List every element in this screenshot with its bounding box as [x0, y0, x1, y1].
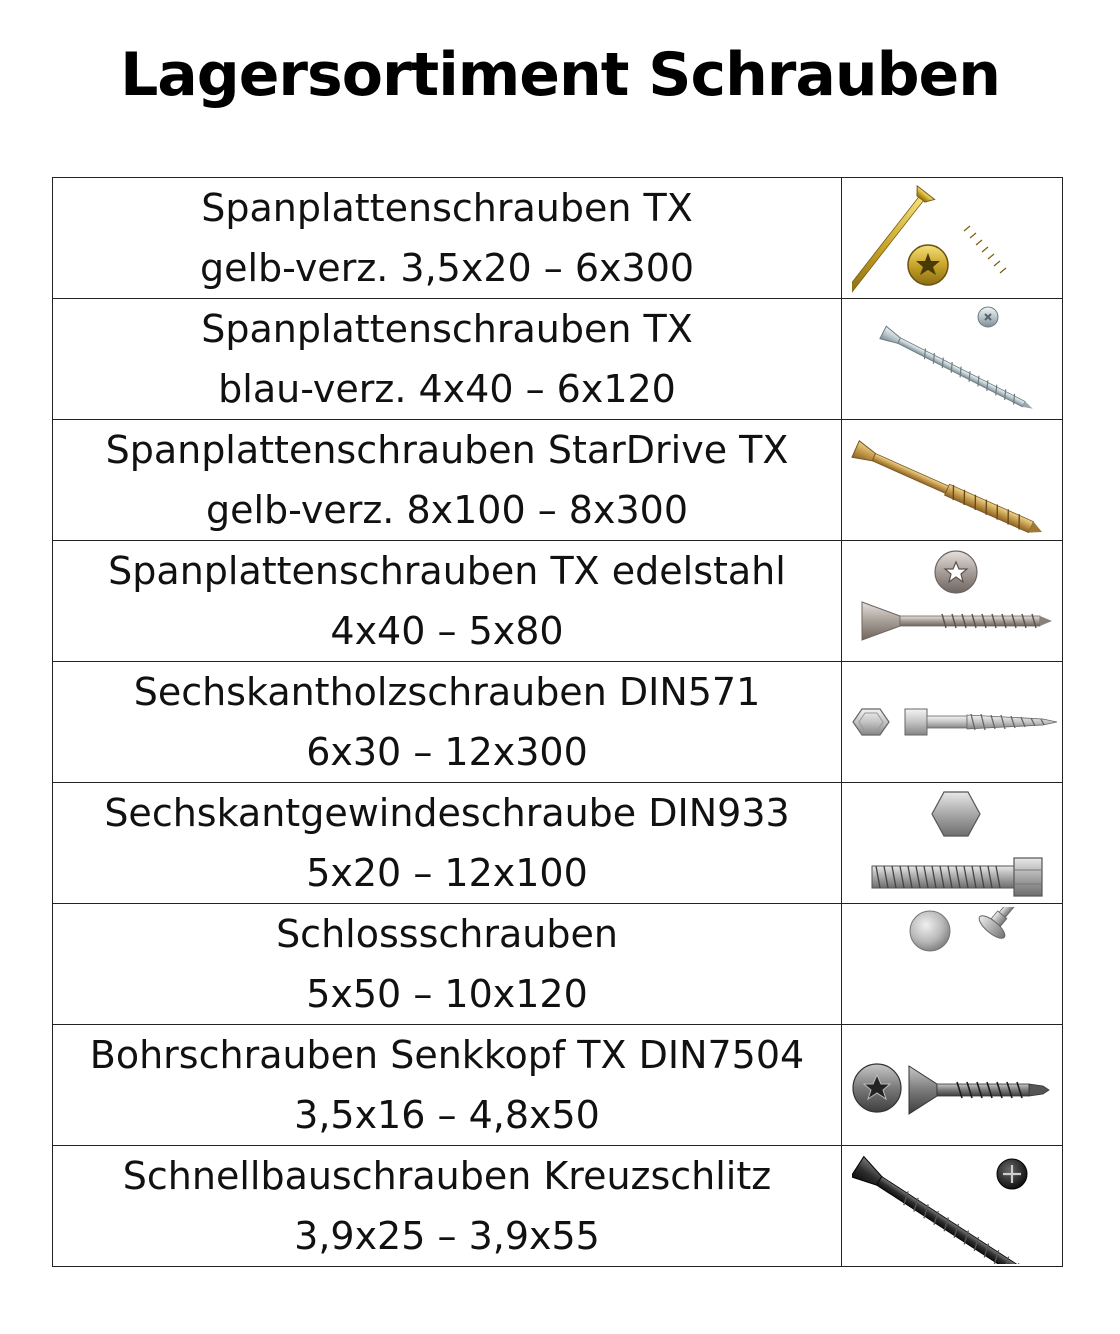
product-cell	[53, 904, 842, 1025]
product-cell	[53, 178, 842, 299]
product-name: Spanplattenschrauben TX edelstahl	[108, 549, 786, 593]
product-spec: 3,9x25 – 3,9x55	[294, 1214, 600, 1258]
table-row	[53, 299, 1063, 420]
product-cell	[53, 1025, 842, 1146]
blue-chipboard-screw-icon	[852, 302, 1052, 417]
table-row	[53, 662, 1063, 783]
product-image-cell	[842, 904, 1063, 1025]
product-name: Spanplattenschrauben StarDrive TX	[105, 428, 789, 472]
self-drilling-screw-icon	[847, 1028, 1057, 1143]
table-row	[53, 1146, 1063, 1267]
table-row	[53, 178, 1063, 299]
product-name: Sechskantholzschrauben DIN571	[133, 670, 761, 714]
product-spec: gelb-verz. 3,5x20 – 6x300	[199, 246, 695, 290]
yellow-chipboard-screw-icon	[852, 181, 1052, 296]
product-image-cell	[842, 541, 1063, 662]
page-title: Lagersortiment Schrauben	[120, 40, 1000, 110]
table-row	[53, 1025, 1063, 1146]
product-name: Schlossschrauben	[276, 912, 618, 956]
product-cell	[53, 299, 842, 420]
product-spec: 5x20 – 12x100	[306, 851, 588, 895]
stardrive-screw-icon	[847, 423, 1057, 538]
product-cell	[53, 783, 842, 904]
product-cell	[53, 662, 842, 783]
product-spec: gelb-verz. 8x100 – 8x300	[205, 488, 688, 532]
product-name: Spanplattenschrauben TX	[201, 186, 693, 230]
product-spec: 5x50 – 10x120	[306, 972, 588, 1016]
table-row	[53, 541, 1063, 662]
product-image-cell	[842, 1146, 1063, 1267]
product-image-cell	[842, 662, 1063, 783]
product-image-cell	[842, 1025, 1063, 1146]
screw-assortment-table	[52, 177, 1063, 1267]
hex-lag-screw-icon	[847, 665, 1057, 780]
product-name: Bohrschrauben Senkkopf TX DIN7504	[89, 1033, 805, 1077]
product-cell	[53, 420, 842, 541]
product-image-cell	[842, 299, 1063, 420]
product-image-cell	[842, 178, 1063, 299]
table-row	[53, 783, 1063, 904]
product-spec: 3,5x16 – 4,8x50	[294, 1093, 600, 1137]
product-cell	[53, 1146, 842, 1267]
product-spec: 4x40 – 5x80	[330, 609, 564, 653]
product-image-cell	[842, 420, 1063, 541]
product-spec: 6x30 – 12x300	[306, 730, 588, 774]
carriage-bolt-icon	[852, 907, 1052, 1022]
stainless-screw-icon	[852, 544, 1052, 659]
product-name: Schnellbauschrauben Kreuzschlitz	[122, 1154, 772, 1198]
hex-bolt-icon	[852, 786, 1052, 901]
product-name: Sechskantgewindeschraube DIN933	[104, 791, 790, 835]
product-cell	[53, 541, 842, 662]
product-name: Spanplattenschrauben TX	[201, 307, 693, 351]
table-row	[53, 904, 1063, 1025]
table-row	[53, 420, 1063, 541]
product-spec: blau-verz. 4x40 – 6x120	[218, 367, 676, 411]
product-image-cell	[842, 783, 1063, 904]
drywall-screw-icon	[852, 1149, 1052, 1264]
